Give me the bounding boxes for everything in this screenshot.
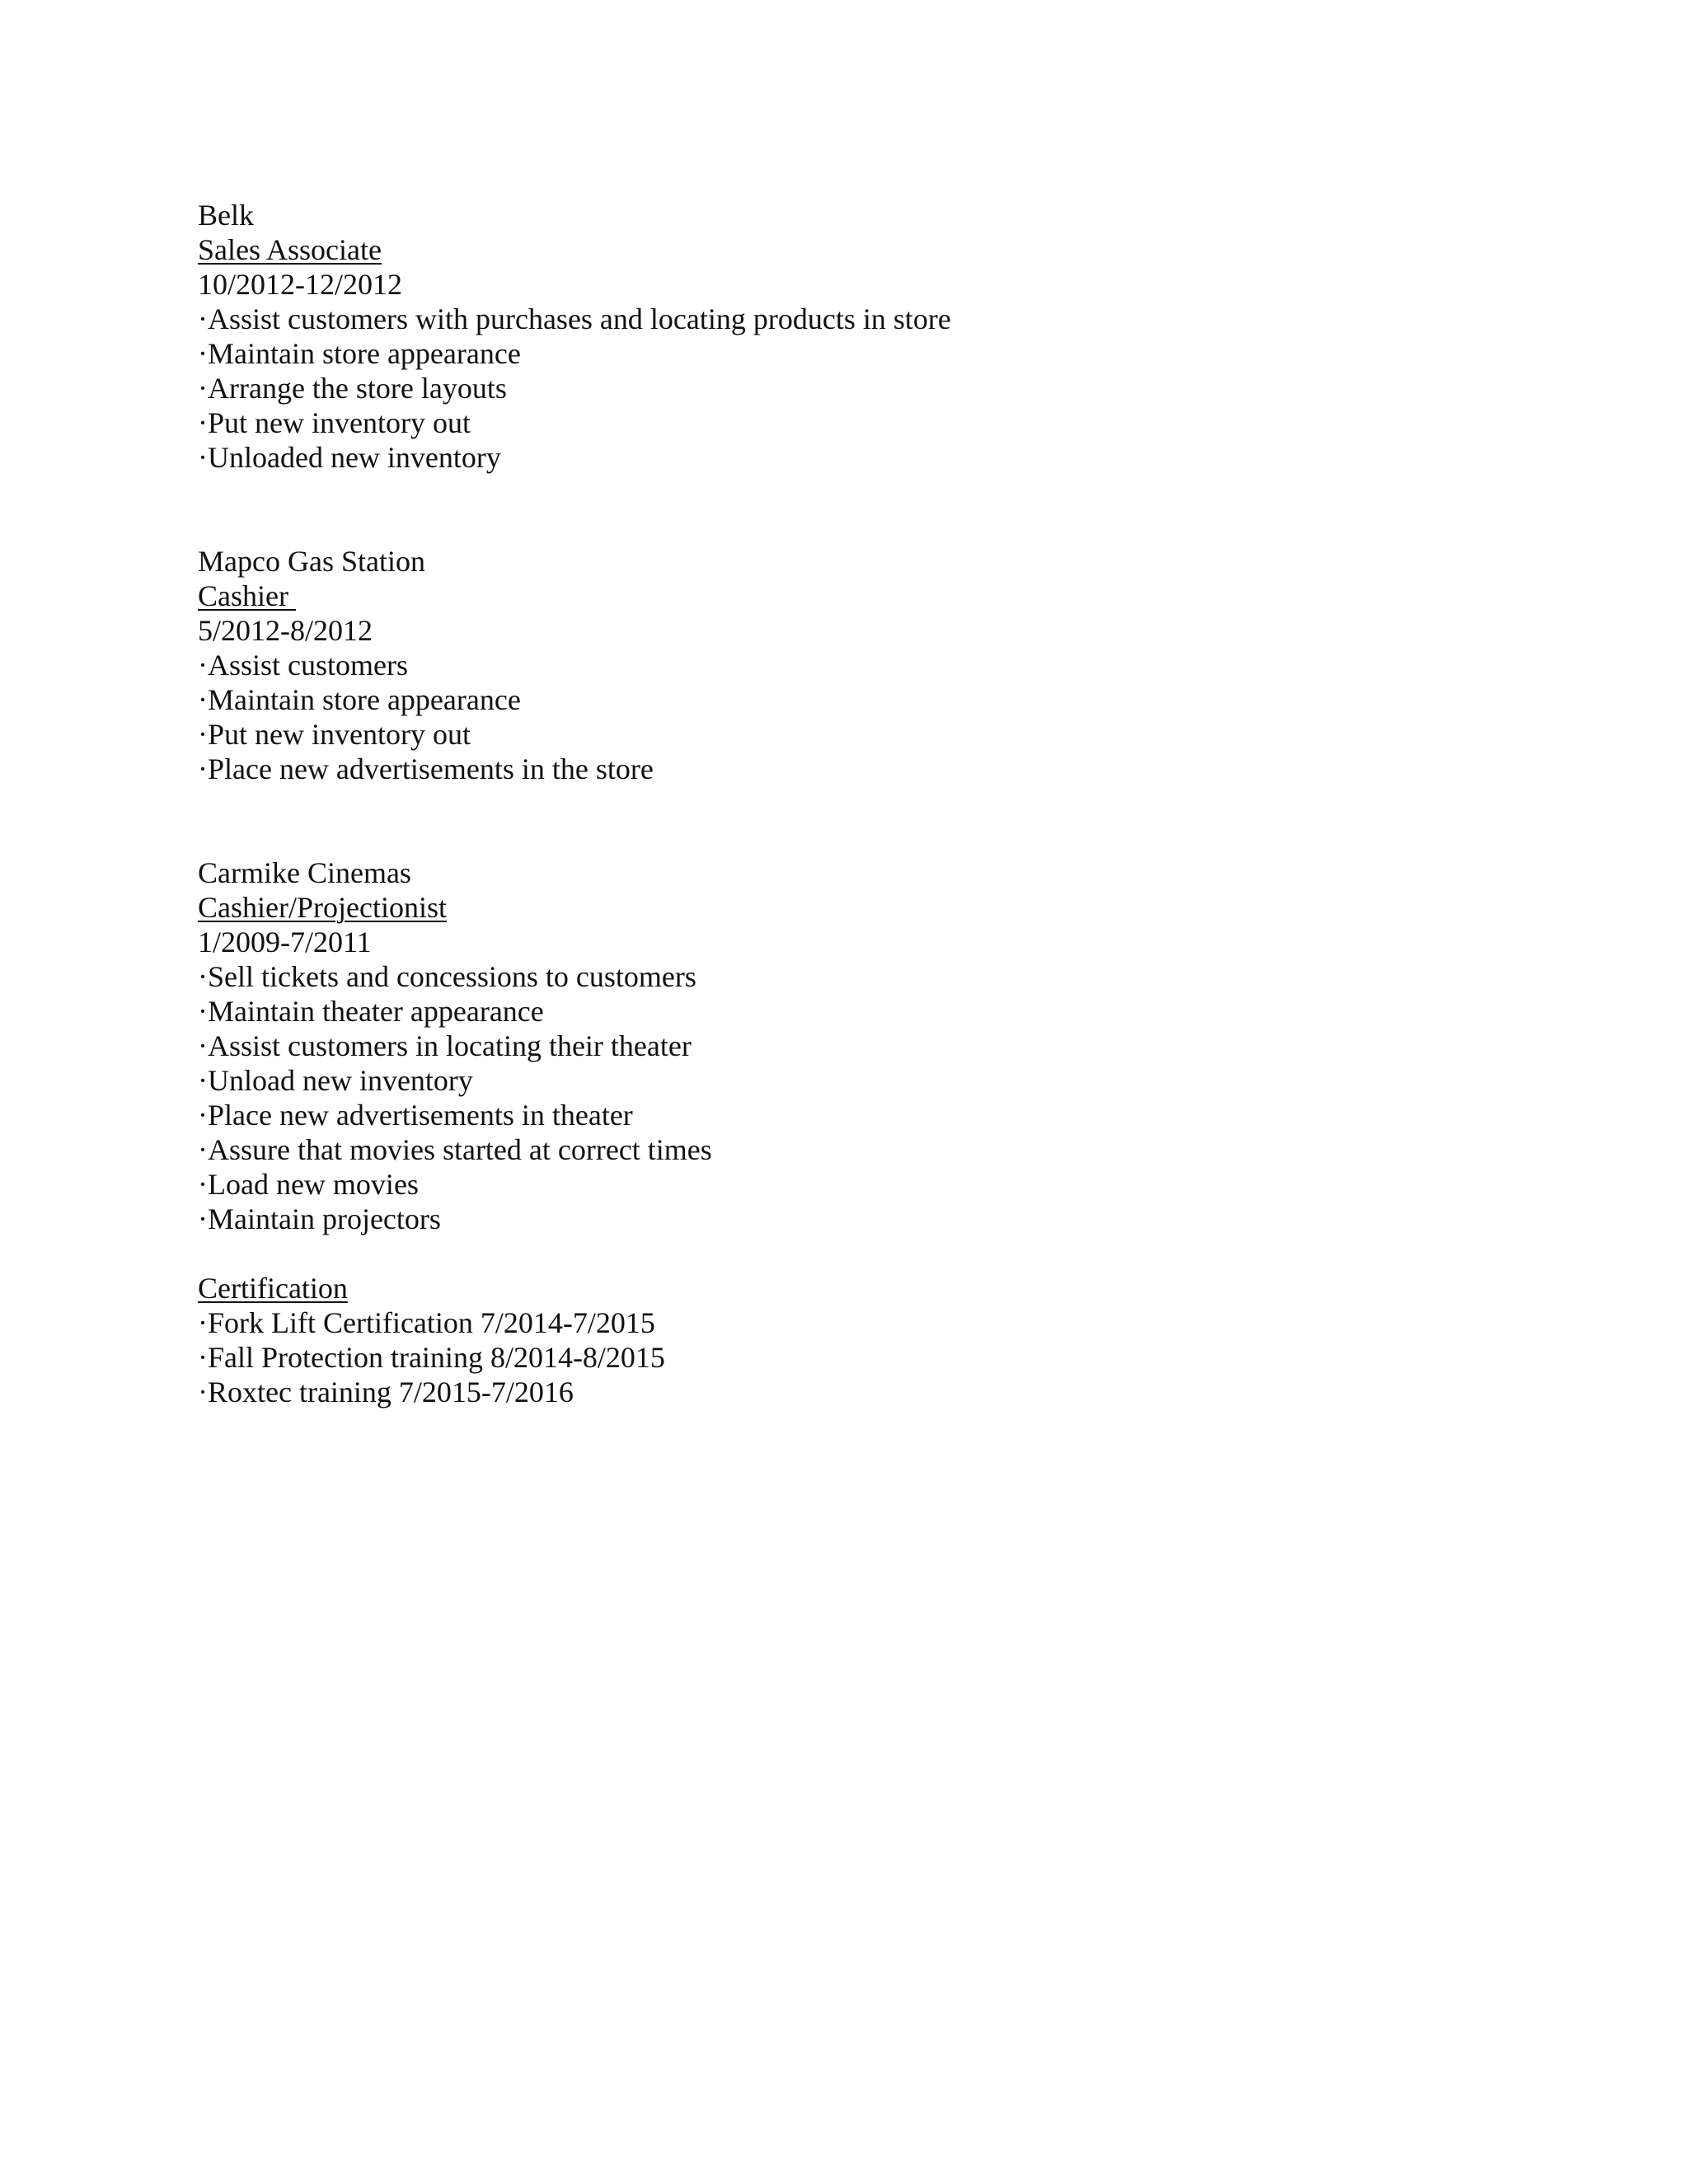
resume-content [198,198,1484,1409]
employer-name: Mapco Gas Station [198,545,425,578]
certification-item: ·Fork Lift Certification 7/2014-7/2015 [198,1306,655,1339]
spacer [198,786,1484,855]
duty-item: ·Assist customers in locating their theater [198,1029,692,1062]
certification-heading: Certification [198,1272,348,1305]
spacer [198,1236,1484,1271]
duty-item: ·Place new advertisements in theater [198,1099,633,1132]
job-entry-carmike [198,855,1484,1236]
employer-name: Belk [198,199,254,232]
job-entry-mapco [198,544,1484,786]
duty-item: ·Assist customers [198,649,408,682]
duty-item: ·Maintain projectors [198,1202,441,1235]
duty-item: ·Maintain store appearance [198,337,521,370]
certification-item: ·Roxtec training 7/2015-7/2016 [198,1376,574,1408]
job-title: Cashier/Projectionist [198,891,447,924]
spacer [198,475,1484,544]
duty-item: ·Put new inventory out [198,718,471,751]
duty-item: ·Put new inventory out [198,406,471,439]
duty-item: ·Assure that movies started at correct times [198,1133,712,1166]
job-title: Sales Associate [198,233,382,266]
job-entry-belk [198,198,1484,475]
job-dates: 10/2012-12/2012 [198,268,402,301]
duty-item: ·Maintain store appearance [198,683,521,716]
job-dates: 1/2009-7/2011 [198,926,372,958]
duty-item: ·Load new movies [198,1168,419,1201]
job-dates: 5/2012-8/2012 [198,614,373,647]
duty-item: ·Place new advertisements in the store [198,752,654,785]
duty-item: ·Maintain theater appearance [198,995,544,1028]
duty-item: ·Unloaded new inventory [198,441,501,474]
employer-name: Carmike Cinemas [198,856,411,889]
duty-item: ·Assist customers with purchases and locating products in store [198,302,951,335]
duty-item: ·Unload new inventory [198,1064,473,1097]
job-title: Cashier [198,579,296,612]
certification-section [198,1271,1484,1409]
duty-item: ·Sell tickets and concessions to customers [198,960,696,993]
duty-item: ·Arrange the store layouts [198,372,507,405]
certification-item: ·Fall Protection training 8/2014-8/2015 [198,1341,665,1374]
